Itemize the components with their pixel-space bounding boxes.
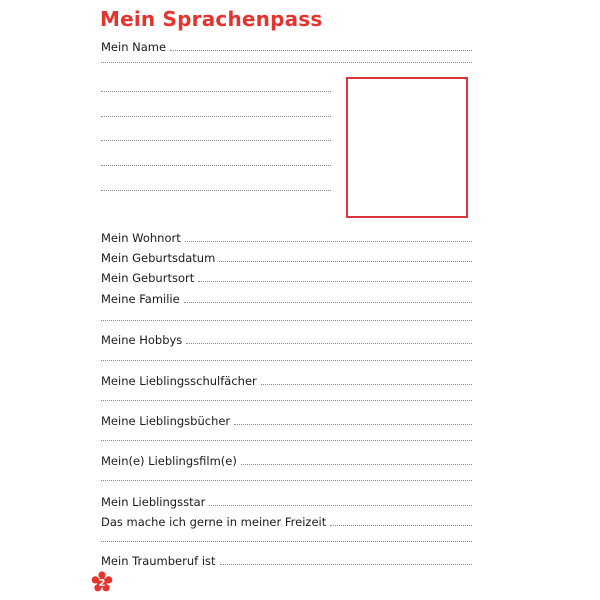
name-field[interactable] (101, 39, 472, 55)
filme-label: Mein(e) Lieblingsfilm(e) (101, 454, 237, 468)
wohnort-dotted-line (185, 230, 472, 242)
geburtsdatum-field[interactable] (101, 250, 472, 266)
schulfaecher-field[interactable] (101, 373, 472, 389)
star-field[interactable] (101, 494, 472, 510)
name-extra-line[interactable] (101, 62, 472, 63)
freizeit-dotted-line (330, 514, 472, 526)
page-title: Mein Sprachenpass (100, 7, 323, 31)
schulfaecher-label: Meine Lieblingsschulfächer (101, 374, 257, 388)
name-label: Mein Name (101, 40, 167, 54)
familie-dotted-line (184, 291, 472, 303)
geburtsdatum-dotted-line (219, 250, 472, 262)
hobbys-field[interactable] (101, 332, 472, 348)
traumberuf-field[interactable] (101, 553, 472, 569)
familie-extra-line[interactable] (101, 320, 472, 321)
geburtsdatum-label: Mein Geburtsdatum (101, 251, 216, 265)
star-dotted-line (209, 494, 472, 506)
wohnort-label: Mein Wohnort (101, 231, 181, 245)
blank-line[interactable] (101, 140, 331, 141)
name-dotted-line (170, 39, 472, 51)
traumberuf-label: Mein Traumberuf ist (101, 554, 216, 568)
star-label: Mein Lieblingsstar (101, 495, 206, 509)
schulfaecher-dotted-line (261, 373, 472, 385)
photo-box[interactable] (346, 77, 468, 218)
familie-field[interactable] (101, 291, 472, 307)
freizeit-label: Das mache ich gerne in meiner Freizeit (101, 515, 327, 529)
freizeit-field[interactable] (101, 514, 472, 530)
buecher-dotted-line (234, 413, 472, 425)
geburtsort-label: Mein Geburtsort (101, 271, 195, 285)
page-number-flower-icon (91, 571, 113, 593)
buecher-label: Meine Lieblingsbücher (101, 414, 231, 428)
wohnort-field[interactable] (101, 230, 472, 246)
buecher-field[interactable] (101, 413, 472, 429)
filme-field[interactable] (101, 453, 472, 469)
blank-line[interactable] (101, 190, 331, 191)
hobbys-dotted-line (186, 332, 472, 344)
geburtsort-dotted-line (198, 270, 472, 282)
hobbys-label: Meine Hobbys (101, 333, 183, 347)
freizeit-extra-line[interactable] (101, 541, 472, 542)
blank-line[interactable] (101, 91, 331, 92)
filme-dotted-line (241, 453, 472, 465)
schulfaecher-extra-line[interactable] (101, 400, 472, 401)
geburtsort-field[interactable] (101, 270, 472, 286)
page-number: 2 (98, 578, 106, 589)
filme-extra-line[interactable] (101, 480, 472, 481)
hobbys-extra-line[interactable] (101, 360, 472, 361)
traumberuf-dotted-line (220, 553, 472, 565)
blank-line[interactable] (101, 116, 331, 117)
blank-line[interactable] (101, 165, 331, 166)
familie-label: Meine Familie (101, 292, 180, 306)
buecher-extra-line[interactable] (101, 440, 472, 441)
